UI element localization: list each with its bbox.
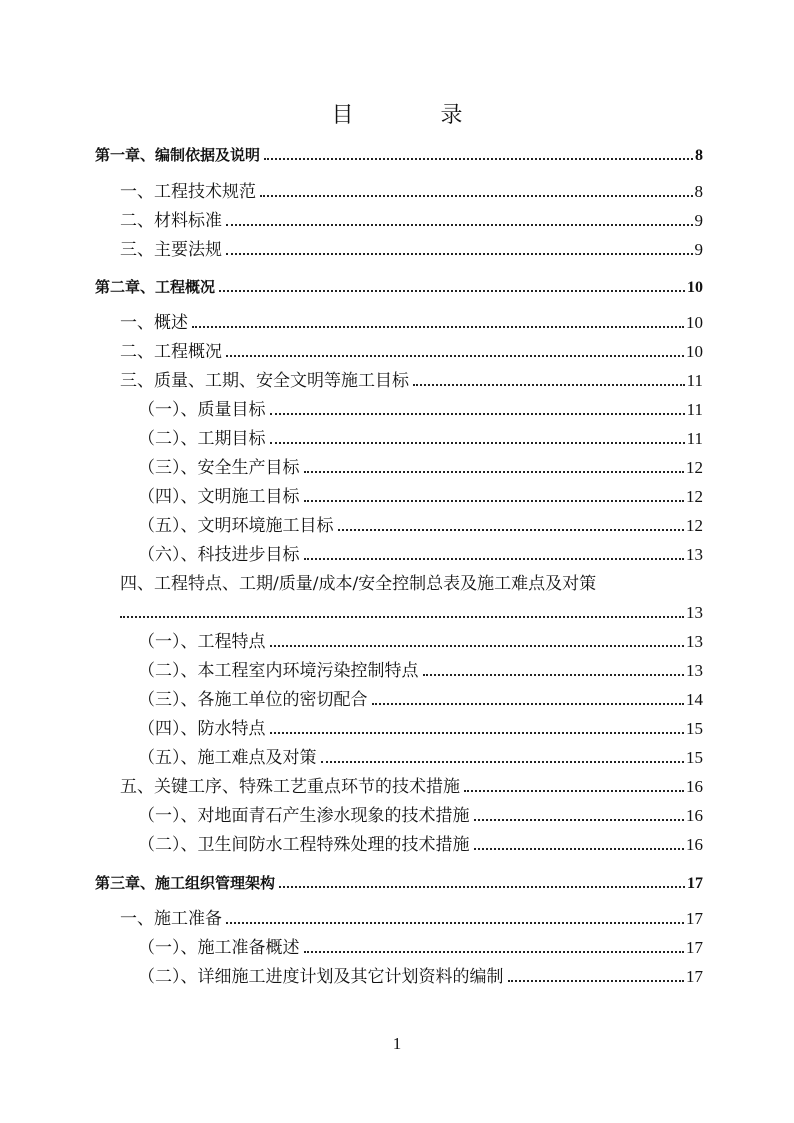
toc-entry-title: 一、概述 bbox=[120, 313, 188, 333]
toc-entry[interactable] bbox=[0, 273, 703, 297]
toc-entry[interactable] bbox=[0, 831, 703, 855]
dot-leader bbox=[304, 500, 685, 502]
toc-entry-page: 9 bbox=[694, 211, 703, 230]
dot-leader bbox=[474, 819, 685, 821]
toc-entry-page: 9 bbox=[694, 240, 703, 259]
toc-entry-title: （二）、卫生间防水工程特殊处理的技术措施 bbox=[138, 835, 470, 855]
toc-entry-page: 17 bbox=[687, 875, 703, 892]
toc-entry[interactable] bbox=[0, 141, 703, 165]
toc-entry-title: （五）、文明环境施工目标 bbox=[138, 516, 334, 536]
dot-leader bbox=[279, 886, 685, 888]
toc-entry[interactable] bbox=[0, 454, 703, 478]
toc-entry-title: （二）、本工程室内环境污染控制特点 bbox=[138, 661, 419, 681]
dot-leader bbox=[304, 558, 685, 560]
dot-leader bbox=[226, 922, 684, 924]
toc-entry[interactable] bbox=[0, 309, 703, 333]
toc-entry[interactable] bbox=[0, 512, 703, 536]
dot-leader bbox=[321, 761, 685, 763]
dot-leader bbox=[264, 158, 693, 160]
toc-entry-page: 14 bbox=[686, 690, 703, 709]
toc-entry-page: 13 bbox=[686, 545, 703, 564]
toc-entry-page: 10 bbox=[686, 342, 703, 361]
toc-entry-page: 13 bbox=[686, 603, 703, 622]
toc-entry-page: 15 bbox=[686, 748, 703, 767]
dot-leader bbox=[219, 290, 685, 292]
toc-entry-title: 第一章、编制依据及说明 bbox=[95, 146, 261, 164]
toc-entry-title: 一、工程技术规范 bbox=[120, 182, 256, 202]
toc-entry-page: 17 bbox=[686, 967, 703, 986]
toc-entry-page: 13 bbox=[686, 661, 703, 680]
toc-entry[interactable] bbox=[0, 905, 703, 929]
toc-entry-title: （三）、安全生产目标 bbox=[138, 458, 300, 478]
toc-entry-page: 17 bbox=[686, 909, 703, 928]
toc-entry[interactable] bbox=[0, 628, 703, 652]
toc-entry-title: （二）、详细施工进度计划及其它计划资料的编制 bbox=[138, 967, 504, 987]
toc-entry[interactable] bbox=[0, 207, 703, 231]
toc-entry-title: （四）、文明施工目标 bbox=[138, 487, 300, 507]
toc-entry-title: 三、质量、工期、安全文明等施工目标 bbox=[120, 371, 409, 391]
toc-entry-title: （五）、施工难点及对策 bbox=[138, 748, 317, 768]
toc-entry-page: 8 bbox=[694, 182, 703, 201]
toc-entry-title: （三）、各施工单位的密切配合 bbox=[138, 690, 368, 710]
toc-entry-title: 五、关键工序、特殊工艺重点环节的技术措施 bbox=[120, 777, 460, 797]
toc-entry[interactable] bbox=[0, 963, 703, 987]
dot-leader bbox=[508, 980, 685, 982]
toc-entry-page: 17 bbox=[686, 938, 703, 957]
toc-entry[interactable] bbox=[0, 599, 703, 623]
toc-entry[interactable] bbox=[0, 934, 703, 958]
toc-entry-page: 16 bbox=[686, 806, 703, 825]
toc-entry-title: （六）、科技进步目标 bbox=[138, 545, 300, 565]
page-number: 1 bbox=[392, 1034, 402, 1053]
toc-entry-title: 第三章、施工组织管理架构 bbox=[95, 874, 276, 892]
dot-leader bbox=[226, 355, 684, 357]
dot-leader bbox=[304, 471, 685, 473]
toc-entry-title: （一）、对地面青石产生渗水现象的技术措施 bbox=[138, 806, 470, 826]
toc-entry-page: 16 bbox=[686, 777, 703, 796]
toc-entry-title: 三、主要法规 bbox=[120, 240, 222, 260]
toc-entry-title: （一）、质量目标 bbox=[138, 400, 266, 420]
dot-leader bbox=[192, 326, 684, 328]
toc-entry-page: 8 bbox=[695, 147, 703, 164]
toc-entry[interactable] bbox=[0, 425, 703, 449]
toc-entry-title: 二、材料标准 bbox=[120, 211, 222, 231]
toc-title: 目 录 bbox=[331, 103, 503, 128]
toc-entry-page: 12 bbox=[686, 458, 703, 477]
dot-leader bbox=[270, 442, 685, 444]
toc-entry-page: 11 bbox=[686, 400, 703, 419]
dot-leader bbox=[372, 703, 685, 705]
toc-entry-title: （一）、施工准备概述 bbox=[138, 938, 300, 958]
dot-leader bbox=[226, 253, 693, 255]
dot-leader bbox=[270, 413, 685, 415]
toc-entry[interactable] bbox=[0, 483, 703, 507]
toc-entry[interactable] bbox=[0, 178, 703, 202]
dot-leader bbox=[304, 951, 685, 953]
toc-entry-title: 一、施工准备 bbox=[120, 909, 222, 929]
toc-entry[interactable] bbox=[0, 338, 703, 362]
toc-entry-page: 16 bbox=[686, 835, 703, 854]
dot-leader bbox=[270, 732, 685, 734]
dot-leader bbox=[474, 848, 685, 850]
toc-entry[interactable] bbox=[0, 773, 703, 797]
toc-entry[interactable] bbox=[0, 541, 703, 565]
dot-leader bbox=[120, 616, 684, 618]
toc-entry-page: 11 bbox=[686, 371, 703, 390]
toc-entry-title: 第二章、工程概况 bbox=[95, 278, 216, 296]
toc-entry-page: 12 bbox=[686, 516, 703, 535]
toc-entry-title: （一）、工程特点 bbox=[138, 632, 266, 652]
toc-entry[interactable] bbox=[0, 715, 703, 739]
dot-leader bbox=[270, 645, 685, 647]
dot-leader bbox=[226, 224, 693, 226]
toc-entry-title: 二、工程概况 bbox=[120, 342, 222, 362]
dot-leader bbox=[338, 529, 685, 531]
toc-entry-page: 10 bbox=[686, 313, 703, 332]
dot-leader bbox=[464, 790, 684, 792]
toc-entry[interactable] bbox=[0, 744, 703, 768]
toc-entry-title: （二）、工期目标 bbox=[138, 429, 266, 449]
toc-entry[interactable] bbox=[0, 396, 703, 420]
toc-entry[interactable] bbox=[0, 657, 703, 681]
toc-entry-title: （四）、防水特点 bbox=[138, 719, 266, 739]
toc-entry-page: 15 bbox=[686, 719, 703, 738]
toc-entry-page: 12 bbox=[686, 487, 703, 506]
toc-entry[interactable] bbox=[0, 367, 703, 391]
toc-entry[interactable] bbox=[0, 802, 703, 826]
toc-entry[interactable] bbox=[0, 570, 703, 594]
toc-entry-page: 13 bbox=[686, 632, 703, 651]
toc-entry[interactable] bbox=[0, 686, 703, 710]
dot-leader bbox=[413, 384, 685, 386]
toc-entry[interactable] bbox=[0, 236, 703, 260]
toc-entry-page: 11 bbox=[686, 429, 703, 448]
dot-leader bbox=[260, 195, 693, 197]
dot-leader bbox=[423, 674, 685, 676]
toc-entry-title: 四、工程特点、工期/质量/成本/安全控制总表及施工难点及对策 bbox=[120, 574, 597, 594]
toc-entry-page: 10 bbox=[687, 279, 703, 296]
toc-entry[interactable] bbox=[0, 869, 703, 893]
